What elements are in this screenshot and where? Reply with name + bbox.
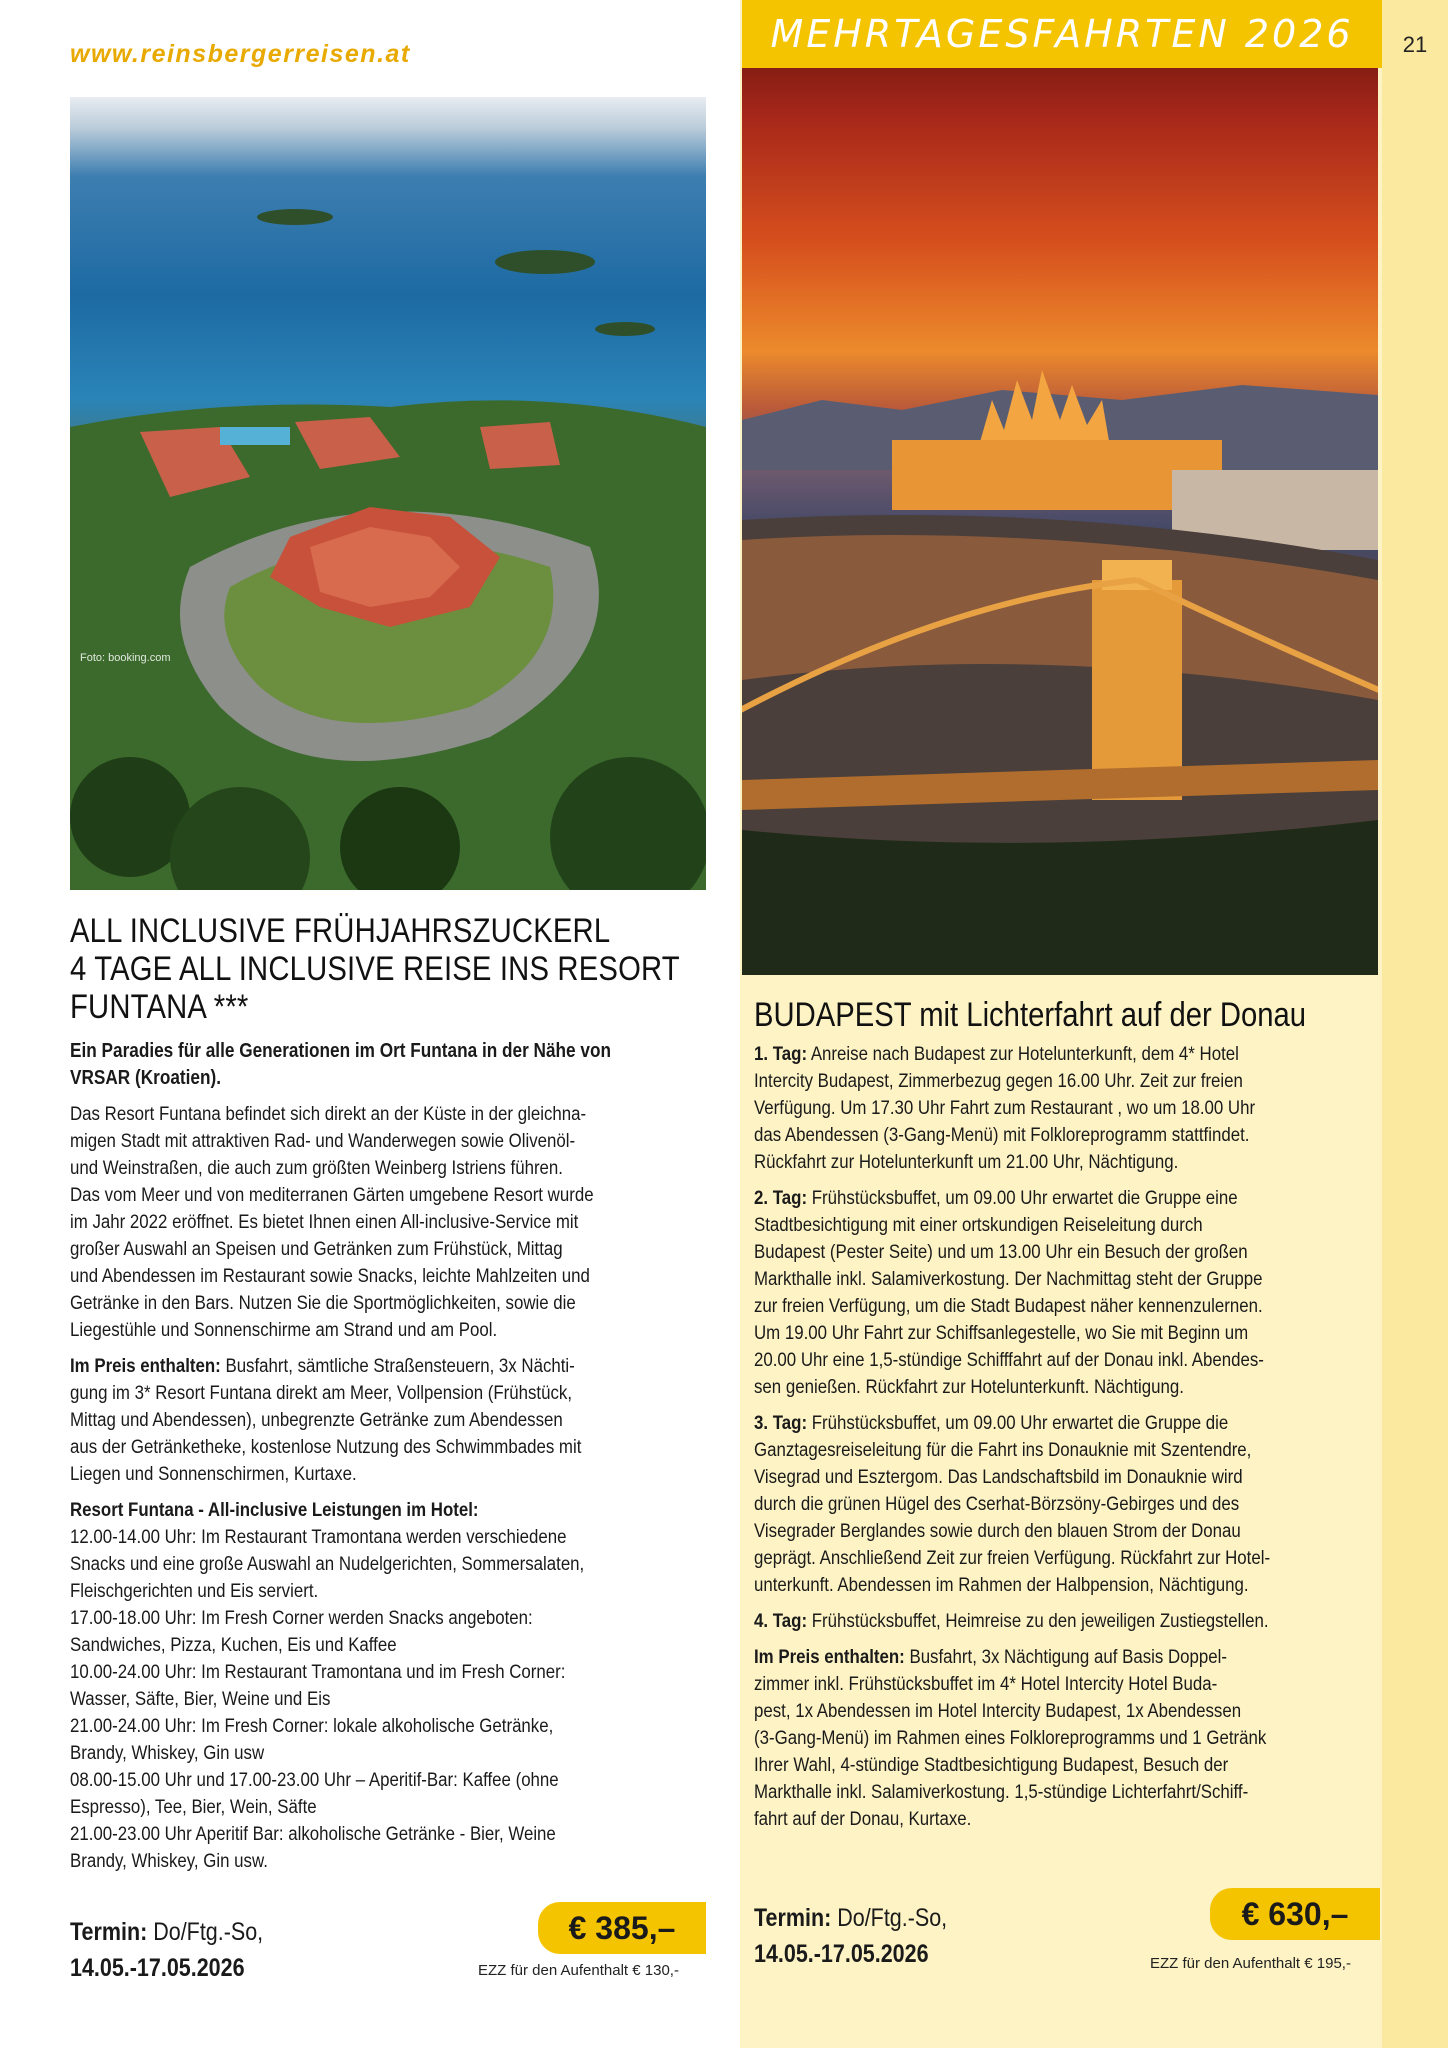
- text-line: fahrt auf der Donau, Kurtaxe.: [754, 1808, 972, 1830]
- text-line: Budapest (Pester Seite) und um 13.00 Uhr ein Besuch der großen: [754, 1241, 1248, 1263]
- included-label: Im Preis enthalten:: [754, 1646, 905, 1668]
- termin-dates: 14.05.-17.05.2026: [754, 1940, 929, 1968]
- text-line: zur freien Verfügung, um die Stadt Budapest näher kennenzulernen.: [754, 1295, 1263, 1317]
- resort-aerial-illustration: [70, 97, 706, 890]
- budapest-ezz-note: EZZ für den Aufenthalt € 195,-: [1150, 1955, 1351, 1972]
- day-label: 3. Tag:: [754, 1412, 808, 1434]
- funtana-price-badge: € 385,–: [538, 1902, 706, 1954]
- banner-title: MEHRTAGESFAHRTEN 2026: [770, 12, 1354, 56]
- resort-funtana-photo: [70, 97, 706, 890]
- text-line: 17.00-18.00 Uhr: Im Fresh Corner werden Snacks angeboten:: [70, 1607, 533, 1629]
- funtana-termin: [70, 1914, 414, 1986]
- budapest-offer: [754, 995, 1374, 1833]
- text-line: Intercity Budapest, Zimmerbezug gegen 16.00 Uhr. Zeit zur freien: [754, 1070, 1243, 1092]
- day-label: 2. Tag:: [754, 1187, 808, 1209]
- text-line: durch die grünen Hügel des Cserhat-Börzsöny-Gebirges und des: [754, 1493, 1240, 1515]
- text-line: Visegrader Berglandes sowie durch den blauen Strom der Donau: [754, 1520, 1241, 1542]
- included-label: Im Preis enthalten:: [70, 1355, 221, 1377]
- title-line: 4 TAGE ALL INCLUSIVE REISE INS RESORT: [70, 950, 680, 988]
- day-1: [754, 1041, 1373, 1176]
- text-line: und Weinstraßen, die auch zum größten Weinberg Istriens führen.: [70, 1157, 563, 1179]
- day-label: 1. Tag:: [754, 1043, 808, 1065]
- text-line: Markthalle inkl. Salamiverkostung. Der Nachmittag steht der Gruppe: [754, 1268, 1263, 1290]
- text-line: 12.00-14.00 Uhr: Im Restaurant Tramontana werden verschiedene: [70, 1526, 567, 1548]
- text-line: Brandy, Whiskey, Gin usw: [70, 1742, 265, 1764]
- title-line: FUNTANA ***: [70, 988, 249, 1026]
- text-line: [70, 1353, 708, 1380]
- text-line: 20.00 Uhr eine 1,5-stündige Schifffahrt auf der Donau inkl. Abendes-: [754, 1349, 1264, 1371]
- text-line: Visegrad und Esztergom. Das Landschaftsbild im Donauknie wird: [754, 1466, 1243, 1488]
- text-line: Rückfahrt zur Hotelunterkunft um 21.00 Uhr, Nächtigung.: [754, 1151, 1179, 1173]
- page-edge-strip: [1382, 0, 1448, 2048]
- text-line: Ihrer Wahl, 4-stündige Stadtbesichtigung Budapest, Besuch der: [754, 1754, 1229, 1776]
- text-line: Das vom Meer und von mediterranen Gärten umgebene Resort wurde: [70, 1184, 594, 1206]
- page-number: 21: [1402, 32, 1428, 57]
- termin-label: Termin:: [754, 1904, 832, 1932]
- text-line: großer Auswahl an Speisen und Getränken zum Frühstück, Mittag: [70, 1238, 563, 1260]
- resort-services: [70, 1497, 708, 1875]
- text-line: Fleischgerichten und Eis serviert.: [70, 1580, 319, 1602]
- day-text: Frühstücksbuffet, Heimreise zu den jeweiligen Zustiegstellen.: [807, 1610, 1269, 1632]
- day-4: [754, 1608, 1373, 1635]
- section-banner: [742, 0, 1382, 68]
- text-line: Liegestühle und Sonnenschirme am Strand und am Pool.: [70, 1319, 498, 1341]
- title-line: ALL INCLUSIVE FRÜHJAHRSZUCKERL: [70, 912, 611, 950]
- text-line: 21.00-24.00 Uhr: Im Fresh Corner: lokale alkoholische Getränke,: [70, 1715, 554, 1737]
- text-line: Das Resort Funtana befindet sich direkt an der Küste in der gleichna-: [70, 1103, 587, 1125]
- budapest-termin: [754, 1900, 1098, 1972]
- text-line: migen Stadt mit attraktiven Rad- und Wanderwegen sowie Olivenöl-: [70, 1130, 576, 1152]
- budapest-photo: [742, 0, 1378, 975]
- text-line: im Jahr 2022 eröffnet. Es bietet Ihnen einen All-inclusive-Service mit: [70, 1211, 579, 1233]
- website-link[interactable]: www.reinsbergerreisen.at: [70, 40, 411, 68]
- offer-title: BUDAPEST mit Lichterfahrt auf der Donau: [754, 996, 1307, 1034]
- text-line: Getränke in den Bars. Nutzen Sie die Sportmöglichkeiten, sowie die: [70, 1292, 576, 1314]
- text-line: das Abendessen (3-Gang-Menü) mit Folkloreprogramm stattfindet.: [754, 1124, 1250, 1146]
- text-line: aus der Getränketheke, kostenlose Nutzung des Schwimmbades mit: [70, 1436, 582, 1458]
- text-line: und Abendessen im Restaurant sowie Snacks, leichte Mahlzeiten und: [70, 1265, 590, 1287]
- text-line: gung im 3* Resort Funtana direkt am Meer, Vollpension (Frühstück,: [70, 1382, 573, 1404]
- termin-label: Termin:: [70, 1918, 148, 1946]
- day-3: [754, 1410, 1373, 1599]
- text-line: Espresso), Tee, Bier, Wein, Säfte: [70, 1796, 317, 1818]
- day-label: 4. Tag:: [754, 1610, 808, 1632]
- text-line: Markthalle inkl. Salamiverkostung. 1,5-stündige Lichterfahrt/Schiff-: [754, 1781, 1249, 1803]
- included-section: [754, 1644, 1373, 1833]
- text-line: Wasser, Säfte, Bier, Weine und Eis: [70, 1688, 331, 1710]
- day-text: Frühstücksbuffet, um 09.00 Uhr erwartet die Gruppe eine: [807, 1187, 1238, 1209]
- offer-title: [70, 912, 708, 1026]
- offer-description: [70, 1101, 708, 1344]
- lead-line: Ein Paradies für alle Generationen im Ort Funtana in der Nähe von: [70, 1040, 611, 1062]
- text-line: pest, 1x Abendessen im Hotel Intercity Budapest, 1x Abendessen: [754, 1700, 1242, 1722]
- text-line: 08.00-15.00 Uhr und 17.00-23.00 Uhr – Aperitif-Bar: Kaffee (ohne: [70, 1769, 559, 1791]
- funtana-ezz-note: EZZ für den Aufenthalt € 130,-: [478, 1962, 679, 1979]
- lead-line: VRSAR (Kroatien).: [70, 1067, 221, 1089]
- offer-lead: [70, 1038, 708, 1092]
- text-line: Snacks und eine große Auswahl an Nudelgerichten, Sommersalaten,: [70, 1553, 585, 1575]
- text-line: unterkunft. Abendessen im Rahmen der Halbpension, Nächtigung.: [754, 1574, 1249, 1596]
- funtana-offer: [70, 912, 710, 1875]
- text-line: Stadtbesichtigung mit einer ortskundigen Reiseleitung durch: [754, 1214, 1203, 1236]
- text-line: Verfügung. Um 17.30 Uhr Fahrt zum Restaurant , wo um 18.00 Uhr: [754, 1097, 1256, 1119]
- day-text: Frühstücksbuffet, um 09.00 Uhr erwartet die Gruppe die: [807, 1412, 1229, 1434]
- termin-days: Do/Ftg.-So,: [147, 1918, 264, 1946]
- text-line: (3-Gang-Menü) im Rahmen eines Folkloreprogramms und 1 Getränk: [754, 1727, 1267, 1749]
- day-text: Anreise nach Budapest zur Hotelunterkunft, dem 4* Hotel: [807, 1043, 1239, 1065]
- text-line: Mittag und Abendessen), unbegrenzte Getränke zum Abendessen: [70, 1409, 563, 1431]
- text-line: Brandy, Whiskey, Gin usw.: [70, 1850, 268, 1872]
- text-line: Um 19.00 Uhr Fahrt zur Schiffsanlegestelle, wo Sie mit Beginn um: [754, 1322, 1249, 1344]
- text-line: Sandwiches, Pizza, Kuchen, Eis und Kaffee: [70, 1634, 397, 1656]
- budapest-chain-bridge-illustration: [742, 0, 1378, 975]
- termin-days: Do/Ftg.-So,: [831, 1904, 948, 1932]
- included-text: Busfahrt, sämtliche Straßensteuern, 3x Nächti-: [220, 1355, 575, 1377]
- resort-heading: Resort Funtana - All-inclusive Leistungen im Hotel:: [70, 1499, 479, 1521]
- budapest-price-badge: € 630,–: [1210, 1888, 1380, 1940]
- termin-dates: 14.05.-17.05.2026: [70, 1954, 245, 1982]
- text-line: 21.00-23.00 Uhr Aperitif Bar: alkoholische Getränke - Bier, Weine: [70, 1823, 556, 1845]
- text-line: Ganztagesreiseleitung für die Fahrt ins Donauknie mit Szentendre,: [754, 1439, 1252, 1461]
- text-line: sen genießen. Rückfahrt zur Hotelunterkunft. Nächtigung.: [754, 1376, 1184, 1398]
- photo-credit: Foto: booking.com: [80, 652, 171, 664]
- text-line: Liegen und Sonnenschirmen, Kurtaxe.: [70, 1463, 357, 1485]
- day-2: [754, 1185, 1373, 1401]
- included-text: Busfahrt, 3x Nächtigung auf Basis Doppel-: [904, 1646, 1227, 1668]
- text-line: geprägt. Anschließend Zeit zur freien Verfügung. Rückfahrt zur Hotel-: [754, 1547, 1271, 1569]
- text-line: 10.00-24.00 Uhr: Im Restaurant Tramontana und im Fresh Corner:: [70, 1661, 566, 1683]
- included-section: [70, 1353, 708, 1488]
- text-line: zimmer inkl. Frühstücksbuffet im 4* Hotel Intercity Hotel Buda-: [754, 1673, 1218, 1695]
